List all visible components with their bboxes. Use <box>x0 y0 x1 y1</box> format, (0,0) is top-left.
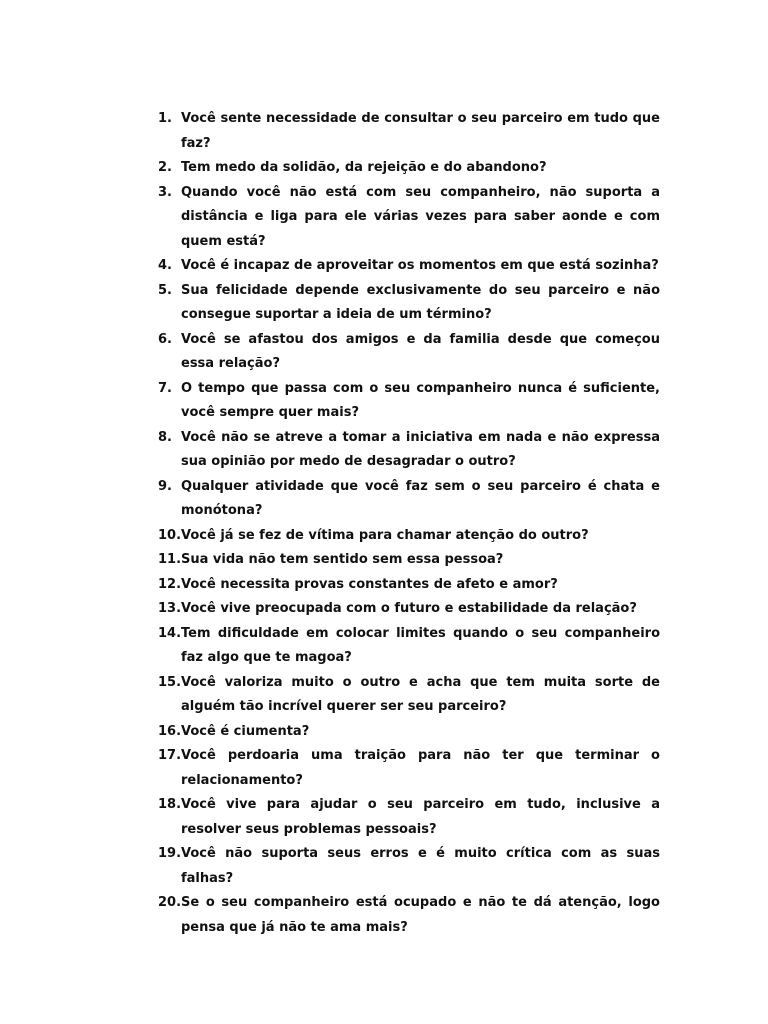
question-item <box>158 279 660 328</box>
question-number: 10. <box>158 527 182 543</box>
question-list <box>158 107 660 940</box>
question-number: 8. <box>158 429 172 445</box>
question-text: Você necessita provas constantes de afeto e amor? <box>181 576 558 592</box>
question-number: 1. <box>158 111 172 126</box>
question-text: Você é ciumenta? <box>181 723 310 739</box>
question-number: 7. <box>158 380 172 396</box>
question-item <box>158 622 660 671</box>
question-item <box>158 744 660 793</box>
question-item <box>158 426 660 475</box>
question-text: Quando você não está com seu companheiro, não suporta a distância e liga para ele várias vezes para saber aonde e com quem está? <box>181 184 660 249</box>
question-item <box>158 842 660 891</box>
question-text: O tempo que passa com o seu companheiro nunca é suficiente, você sempre quer mais? <box>181 380 660 420</box>
question-text: Você valoriza muito o outro e acha que tem muita sorte de alguém tão incrível querer ser seu parceiro? <box>181 674 660 714</box>
question-number: 6. <box>158 331 172 347</box>
question-item <box>158 328 660 377</box>
question-text: Você se afastou dos amigos e da familia desde que começou essa relação? <box>181 331 660 371</box>
question-item <box>158 377 660 426</box>
question-item <box>158 671 660 720</box>
question-number: 14. <box>158 625 182 641</box>
question-number: 3. <box>158 184 172 200</box>
question-item <box>158 793 660 842</box>
question-number: 5. <box>158 282 172 298</box>
question-item <box>158 181 660 255</box>
question-text: Qualquer atividade que você faz sem o seu parceiro é chata e monótona? <box>181 478 660 518</box>
question-text: Se o seu companheiro está ocupado e não te dá atenção, logo pensa que já não te ama mais? <box>181 895 660 935</box>
question-number: 12. <box>158 576 182 592</box>
question-text: Você vive preocupada com o futuro e estabilidade da relação? <box>181 601 637 616</box>
question-text: Você sente necessidade de consultar o seu parceiro em tudo que faz? <box>181 111 660 151</box>
question-text: Você vive para ajudar o seu parceiro em tudo, inclusive a resolver seus problemas pessoais? <box>181 797 660 837</box>
question-text: Sua vida não tem sentido sem essa pessoa? <box>181 552 504 567</box>
question-item <box>158 107 660 156</box>
question-number: 16. <box>158 723 182 739</box>
question-item <box>158 573 660 598</box>
question-number: 9. <box>158 478 172 494</box>
question-text: Sua felicidade depende exclusivamente do seu parceiro e não consegue suportar a ideia de um término? <box>181 282 660 322</box>
question-number: 19. <box>158 846 182 861</box>
question-number: 11. <box>158 552 182 567</box>
question-text: Você é incapaz de aproveitar os momentos em que está sozinha? <box>181 258 659 273</box>
question-item <box>158 475 660 524</box>
question-number: 17. <box>158 748 182 763</box>
question-item <box>158 720 660 745</box>
question-text: Você não suporta seus erros e é muito crítica com as suas falhas? <box>181 846 660 886</box>
question-item <box>158 254 660 279</box>
question-item <box>158 597 660 622</box>
question-item <box>158 891 660 940</box>
question-item <box>158 156 660 181</box>
question-item <box>158 548 660 573</box>
question-number: 20. <box>158 895 182 910</box>
question-text: Tem medo da solidão, da rejeição e do abandono? <box>181 160 547 175</box>
question-number: 15. <box>158 674 182 690</box>
question-number: 4. <box>158 258 172 273</box>
question-number: 13. <box>158 601 182 616</box>
question-text: Tem dificuldade em colocar limites quando o seu companheiro faz algo que te magoa? <box>181 625 660 665</box>
question-number: 2. <box>158 160 172 175</box>
question-text: Você perdoaria uma traição para não ter que terminar o relacionamento? <box>181 748 660 788</box>
question-text: Você não se atreve a tomar a iniciativa em nada e não expressa sua opinião por medo de desagradar o outro? <box>181 429 660 469</box>
question-item <box>158 524 660 549</box>
question-text: Você já se fez de vítima para chamar atenção do outro? <box>181 527 589 543</box>
question-number: 18. <box>158 797 182 812</box>
